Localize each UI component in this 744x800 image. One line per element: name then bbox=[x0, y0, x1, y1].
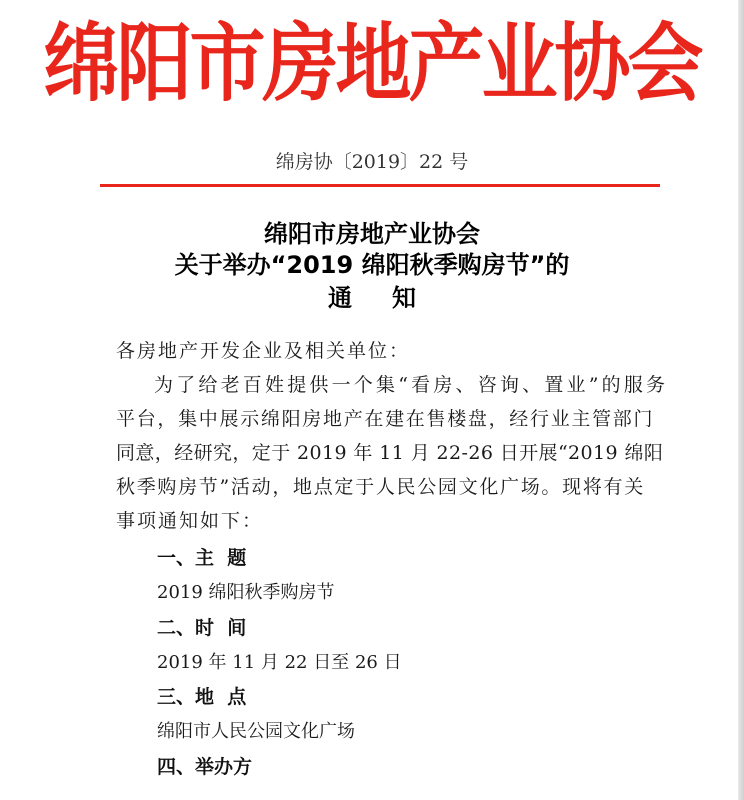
title-line-1: 绵阳市房地产业协会 bbox=[264, 220, 480, 248]
intro-line-1: 为了给老百姓提供一个集“看房、咨询、置业”的服务 bbox=[154, 374, 669, 396]
intro-line-4: 秋季购房节”活动，地点定于人民公园文化广场。现将有关 bbox=[116, 476, 645, 498]
section-heading-time: 二、时 间 bbox=[157, 617, 247, 639]
intro-line-5: 事项通知如下： bbox=[116, 510, 264, 532]
section-heading-location: 三、地 点 bbox=[157, 686, 247, 708]
title-word-zhi: 知 bbox=[392, 284, 416, 312]
title-line-3 bbox=[0, 282, 744, 314]
page-edge bbox=[738, 0, 744, 800]
section-content-time: 2019 年 11 月 22 日至 26 日 bbox=[157, 652, 402, 673]
section-heading-organizer: 四、举办方 bbox=[157, 756, 253, 778]
intro-line-3: 同意，经研究，定于 2019 年 11 月 22-26 日开展“2019 绵阳 bbox=[116, 442, 664, 464]
document-number: 绵房协〔2019〕22 号 bbox=[275, 151, 469, 173]
letterhead-org-name: 绵阳市房地产业协会 bbox=[43, 13, 701, 114]
section-heading-theme: 一、主 题 bbox=[157, 547, 247, 569]
title-word-tong: 通 bbox=[328, 284, 352, 312]
salutation: 各房地产开发企业及相关单位： bbox=[116, 340, 411, 362]
section-content-location: 绵阳市人民公园文化广场 bbox=[157, 721, 355, 742]
red-divider-line bbox=[100, 184, 660, 187]
title-line-2: 关于举办“2019 绵阳秋季购房节”的 bbox=[174, 251, 570, 279]
section-content-theme: 2019 绵阳秋季购房节 bbox=[157, 582, 335, 603]
intro-line-2: 平台，集中展示绵阳房地产在建在售楼盘，经行业主管部门 bbox=[116, 408, 655, 430]
